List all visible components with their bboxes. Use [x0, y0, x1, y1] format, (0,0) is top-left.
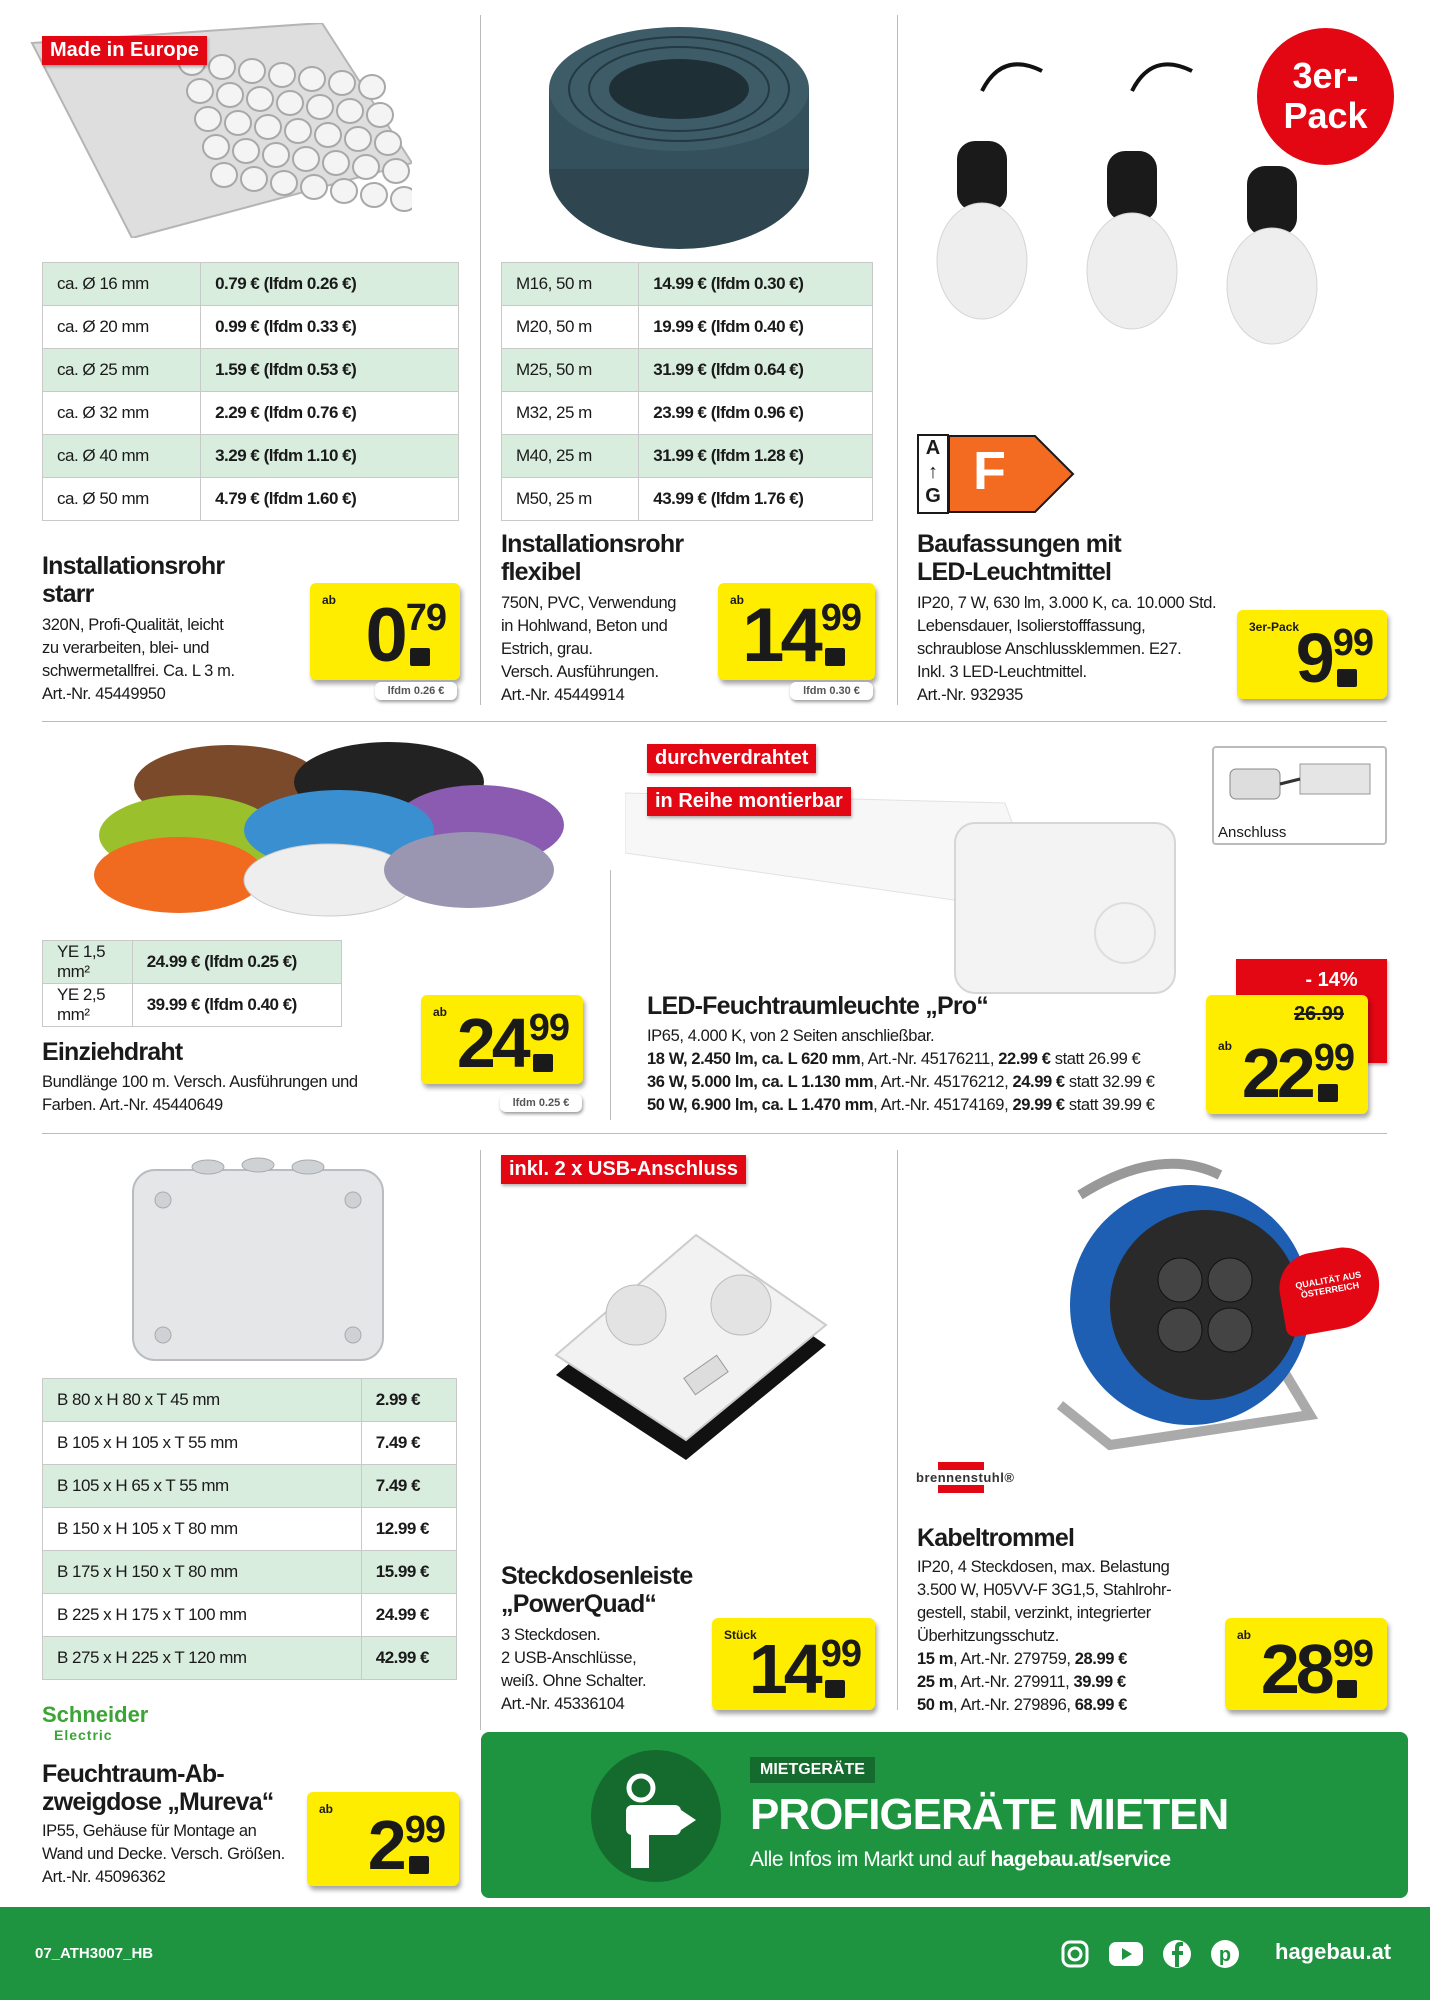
energy-label: A ↑ G F — [917, 434, 1075, 514]
pipe-end — [293, 147, 319, 171]
pipe-end — [329, 71, 355, 95]
banner-subtext: Alle Infos im Markt und auf hagebau.at/service — [750, 1848, 1171, 1871]
table-row — [502, 349, 873, 392]
website-link[interactable]: hagebau.at — [1275, 1939, 1392, 1964]
product-title: Installationsrohr starr — [42, 552, 225, 608]
pipe-end — [359, 75, 385, 99]
size-cell: YE 1,5 mm² — [43, 941, 133, 984]
price-tag: ab 2 99 — [307, 1792, 459, 1886]
banner-headline: PROFIGERÄTE MIETEN — [750, 1790, 1229, 1839]
facebook-icon[interactable] — [1162, 1939, 1192, 1969]
product-title: LED-Feuchtraumleuchte „Pro“ — [647, 992, 988, 1020]
divider — [42, 721, 1387, 722]
pipe-end — [285, 119, 311, 143]
price-cell: 31.99 € (lfdm 1.28 €) — [639, 435, 873, 478]
size-cell: B 105 x H 65 x T 55 mm — [43, 1465, 362, 1508]
pipe-end — [367, 103, 393, 127]
size-cell: B 225 x H 175 x T 100 mm — [43, 1594, 362, 1637]
table-row — [502, 392, 873, 435]
size-price-table — [501, 262, 873, 521]
price-tag: ab 0 79 — [310, 583, 460, 680]
size-cell: M16, 50 m — [502, 263, 639, 306]
size-price-table — [42, 262, 459, 521]
table-row — [43, 392, 459, 435]
wire-coils-image — [89, 740, 569, 920]
table-row — [43, 1465, 457, 1508]
price-tag: ab 14 99 — [718, 583, 875, 680]
pipe-end — [301, 175, 327, 199]
variant-art: , Art.-Nr. 45176211, — [860, 1050, 999, 1068]
variant-price: 29.99 € — [1012, 1096, 1065, 1114]
variant-old: statt 32.99 € — [1064, 1073, 1155, 1091]
table-row — [43, 1379, 457, 1422]
product-description: Bundlänge 100 m. Versch. Ausführungen und Farben. Art.-Nr. 45440649 — [42, 1073, 358, 1114]
product-description: IP65, 4.000 K, von 2 Seiten anschließbar. 18 W, 2.450 lm, ca. L 620 mm, Art.-Nr. 45176211, 22.99 € statt 26.99 € 36 W, 5.000 lm, ca. L 1.130 mm, Art.-Nr. 45176212, 24.99 € statt 32.99 € 50 W, 6.900 lm, ca. L 1.470 mm, Art.-Nr. 45174169, 29.99 € statt 39.99 € — [647, 1025, 1155, 1117]
variant-art: , Art.-Nr. 45176212, — [873, 1073, 1013, 1091]
price-cell: 7.49 € — [361, 1422, 456, 1465]
pipe-end — [209, 55, 235, 79]
led-light-image — [625, 733, 1185, 1003]
variant-price: 68.99 € — [1074, 1696, 1127, 1714]
product-description: IP20, 4 Steckdosen, max. Belastung 3.500 W, H05VV-F 3G1,5, Stahlrohr- gestell, stabil, verzinkt, integrierter Überhitzungsschutz. 15 m, Art.-Nr. 279759, 28.99 € 25 m, Art.-Nr. 279911, 39.99 € 50 m, Art.-Nr. 279896, 68.99 € — [917, 1556, 1171, 1717]
product-description: 3 Steckdosen. 2 USB-Anschlüsse, weiß. Ohne Schalter. Art.-Nr. 45336104 — [501, 1626, 647, 1713]
product-title: Feuchtraum-Ab- zweigdose „Mureva“ — [42, 1760, 274, 1816]
old-price: 26.99 — [1293, 1003, 1344, 1025]
table-row — [43, 349, 459, 392]
feature-badge: in Reihe montierbar — [647, 787, 851, 816]
variant-spec: 50 W, 6.900 lm, ca. L 1.470 mm — [647, 1096, 874, 1114]
size-cell: ca. Ø 32 mm — [43, 392, 201, 435]
junction-box-image — [128, 1155, 393, 1370]
quality-heart-badge: QUALITÄT AUS ÖSTERREICH — [1274, 1242, 1386, 1338]
power-strip-image — [536, 1225, 836, 1465]
pipe-end — [331, 179, 357, 203]
price-tag: ab 28 99 — [1225, 1618, 1387, 1710]
size-price-table — [42, 940, 342, 1027]
price-cell: 3.29 € (lfdm 1.10 €) — [201, 435, 459, 478]
table-row — [502, 306, 873, 349]
table-row — [43, 306, 459, 349]
price-cell: 42.99 € — [361, 1637, 456, 1680]
variant-art: , Art.-Nr. 279896, — [953, 1696, 1075, 1714]
pipe-end — [211, 163, 237, 187]
variant-line — [917, 1648, 1171, 1671]
table-row — [43, 435, 459, 478]
pipe-end — [187, 79, 213, 103]
price-cell: 2.99 € — [361, 1379, 456, 1422]
table-row — [43, 1422, 457, 1465]
size-cell: M25, 50 m — [502, 349, 639, 392]
pipe-end — [375, 131, 401, 155]
table-row — [43, 263, 459, 306]
size-cell: B 80 x H 80 x T 45 mm — [43, 1379, 362, 1422]
size-cell: B 175 x H 150 x T 80 mm — [43, 1551, 362, 1594]
3er-pack-badge: 3er- Pack — [1257, 28, 1394, 165]
discount-badge: - 14% — [1236, 959, 1387, 1063]
variant-line — [647, 1048, 1155, 1071]
price-cell: 14.99 € (lfdm 0.30 €) — [639, 263, 873, 306]
pipe-end — [225, 111, 251, 135]
size-cell: M40, 25 m — [502, 435, 639, 478]
variant-price: 39.99 € — [1073, 1673, 1126, 1691]
size-cell: B 275 x H 225 x T 120 mm — [43, 1637, 362, 1680]
variant-line — [917, 1694, 1171, 1717]
variant-line — [917, 1671, 1171, 1694]
variant-len: 15 m — [917, 1650, 954, 1668]
pipe-end — [353, 155, 379, 179]
pipe-end — [263, 143, 289, 167]
product-title: Installationsrohr flexibel — [501, 530, 684, 586]
price-cell: 23.99 € (lfdm 0.96 €) — [639, 392, 873, 435]
pipe-end — [337, 99, 363, 123]
pipe-end — [203, 135, 229, 159]
table-row — [43, 478, 459, 521]
unit-price: lfdm 0.26 € — [375, 682, 457, 700]
pipe-end — [271, 171, 297, 195]
size-cell: B 105 x H 105 x T 55 mm — [43, 1422, 362, 1465]
product-title: Baufassungen mit LED-Leuchtmittel — [917, 530, 1121, 586]
price-cell: 0.99 € (lfdm 0.33 €) — [201, 306, 459, 349]
product-description: 750N, PVC, Verwendung in Hohlwand, Beton und Estrich, grau. Versch. Ausführungen. Art.-Nr. 45449914 — [501, 594, 677, 704]
price-cell: 0.79 € (lfdm 0.26 €) — [201, 263, 459, 306]
price-cell: 12.99 € — [361, 1508, 456, 1551]
brennenstuhl-logo: brennenstuhl® — [916, 1462, 1018, 1493]
variant-line — [647, 1071, 1155, 1094]
price-cell: 31.99 € (lfdm 0.64 €) — [639, 349, 873, 392]
variant-line — [647, 1094, 1155, 1117]
divider — [480, 1150, 481, 1730]
pipe-end — [247, 87, 273, 111]
price-cell: 19.99 € (lfdm 0.40 €) — [639, 306, 873, 349]
price-cell: 43.99 € (lfdm 1.76 €) — [639, 478, 873, 521]
variant-price: 28.99 € — [1074, 1650, 1127, 1668]
size-cell: M32, 25 m — [502, 392, 639, 435]
price-cell: 24.99 € — [361, 1594, 456, 1637]
size-cell: ca. Ø 16 mm — [43, 263, 201, 306]
variant-old: statt 26.99 € — [1050, 1050, 1141, 1068]
size-price-table — [42, 1378, 457, 1680]
variant-art: , Art.-Nr. 279759, — [953, 1650, 1075, 1668]
pipe-end — [299, 67, 325, 91]
price-cell: 2.29 € (lfdm 0.76 €) — [201, 392, 459, 435]
pipe-end — [307, 95, 333, 119]
pipe-end — [239, 59, 265, 83]
pipe-end — [323, 151, 349, 175]
footer — [0, 1907, 1430, 2000]
rental-tag: MIETGERÄTE — [750, 1757, 875, 1783]
usb-badge: inkl. 2 x USB-Anschluss — [501, 1155, 746, 1184]
price-cell: 24.99 € (lfdm 0.25 €) — [132, 941, 341, 984]
pipe-end — [383, 159, 409, 183]
svg-text:p: p — [1218, 1944, 1232, 1966]
size-cell: YE 2,5 mm² — [43, 984, 133, 1027]
table-row — [502, 263, 873, 306]
instagram-icon[interactable] — [1060, 1939, 1090, 1969]
pipe-end — [277, 91, 303, 115]
size-cell: ca. Ø 25 mm — [43, 349, 201, 392]
table-row — [502, 478, 873, 521]
service-link[interactable]: hagebau.at/service — [990, 1848, 1171, 1871]
price-tag: ab 24 99 — [421, 995, 583, 1084]
divider — [897, 1150, 898, 1710]
social-links — [1060, 1939, 1240, 1969]
size-cell: ca. Ø 50 mm — [43, 478, 201, 521]
variant-old: statt 39.99 € — [1064, 1096, 1155, 1114]
price-tag: 3er-Pack 9 99 — [1237, 610, 1387, 699]
price-cell: 7.49 € — [361, 1465, 456, 1508]
divider — [480, 15, 481, 705]
variant-art: , Art.-Nr. 45174169, — [873, 1096, 1013, 1114]
pipe-end — [345, 127, 371, 151]
variant-spec: 18 W, 2.450 lm, ca. L 620 mm — [647, 1050, 861, 1068]
youtube-icon[interactable] — [1108, 1939, 1144, 1969]
table-row — [43, 984, 342, 1027]
product-description: IP20, 7 W, 630 lm, 3.000 K, ca. 10.000 Std. Lebensdauer, Isolierstofffassung, schraublose Anschlussklemmen. E27. Inkl. 3 LED-Leuchtmittel. Art.-Nr. 932935 — [917, 594, 1217, 704]
table-row — [43, 1508, 457, 1551]
pinterest-icon[interactable] — [1210, 1939, 1240, 1969]
pipe-end — [361, 183, 387, 207]
variant-spec: 36 W, 5.000 lm, ca. L 1.130 mm — [647, 1073, 874, 1091]
product-description: 320N, Profi-Qualität, leicht zu verarbeiten, blei- und schwermetallfrei. Ca. L 3 m. Art.-Nr. 45449950 — [42, 616, 235, 703]
size-cell: ca. Ø 20 mm — [43, 306, 201, 349]
page-code: 07_ATH3007_HB — [35, 1945, 154, 1962]
pipe-end — [391, 187, 412, 211]
unit-price: lfdm 0.25 € — [500, 1094, 582, 1112]
table-row — [43, 1637, 457, 1680]
product-description: IP55, Gehäuse für Montage an Wand und Decke. Versch. Größen. Art.-Nr. 45096362 — [42, 1822, 285, 1886]
divider — [897, 15, 898, 705]
pipe-end — [315, 123, 341, 147]
pipe-end — [269, 63, 295, 87]
table-row — [43, 941, 342, 984]
variant-price: 24.99 € — [1012, 1073, 1065, 1091]
variant-price: 22.99 € — [998, 1050, 1051, 1068]
pipe-end — [217, 83, 243, 107]
table-row — [43, 1551, 457, 1594]
price-cell: 15.99 € — [361, 1551, 456, 1594]
rental-banner[interactable] — [481, 1732, 1408, 1898]
product-title: Steckdosenleiste „PowerQuad“ — [501, 1562, 693, 1618]
variant-len: 25 m — [917, 1673, 954, 1691]
size-cell: M50, 25 m — [502, 478, 639, 521]
coil-image — [542, 19, 817, 255]
price-tag: Stück 14 99 — [712, 1618, 875, 1710]
unit-price: lfdm 0.30 € — [790, 682, 873, 700]
variant-art: , Art.-Nr. 279911, — [953, 1673, 1074, 1691]
made-in-europe-badge: Made in Europe — [42, 36, 207, 65]
price-tag: 26.99 ab 22 99 — [1206, 995, 1368, 1114]
product-title: Einziehdraht — [42, 1038, 183, 1066]
connector-icon — [1220, 754, 1380, 814]
divider — [610, 870, 611, 1120]
bulb — [1087, 64, 1192, 329]
price-cell: 1.59 € (lfdm 0.53 €) — [201, 349, 459, 392]
feature-badge: durchverdrahtet — [647, 744, 816, 773]
connection-inset: Anschluss — [1212, 746, 1387, 845]
pipe-end — [233, 139, 259, 163]
pipe-end — [195, 107, 221, 131]
product-title: Kabeltrommel — [917, 1524, 1075, 1552]
variant-len: 50 m — [917, 1696, 954, 1714]
divider — [42, 1133, 1387, 1134]
schneider-electric-logo: Schneider Electric — [42, 1702, 149, 1743]
table-row — [43, 1594, 457, 1637]
pipe-end — [241, 167, 267, 191]
pipe-end — [255, 115, 281, 139]
size-cell: B 150 x H 105 x T 80 mm — [43, 1508, 362, 1551]
size-cell: ca. Ø 40 mm — [43, 435, 201, 478]
bulb — [937, 64, 1042, 319]
drill-icon — [591, 1750, 721, 1882]
size-cell: M20, 50 m — [502, 306, 639, 349]
table-row — [502, 435, 873, 478]
price-cell: 39.99 € (lfdm 0.40 €) — [132, 984, 341, 1027]
price-cell: 4.79 € (lfdm 1.60 €) — [201, 478, 459, 521]
